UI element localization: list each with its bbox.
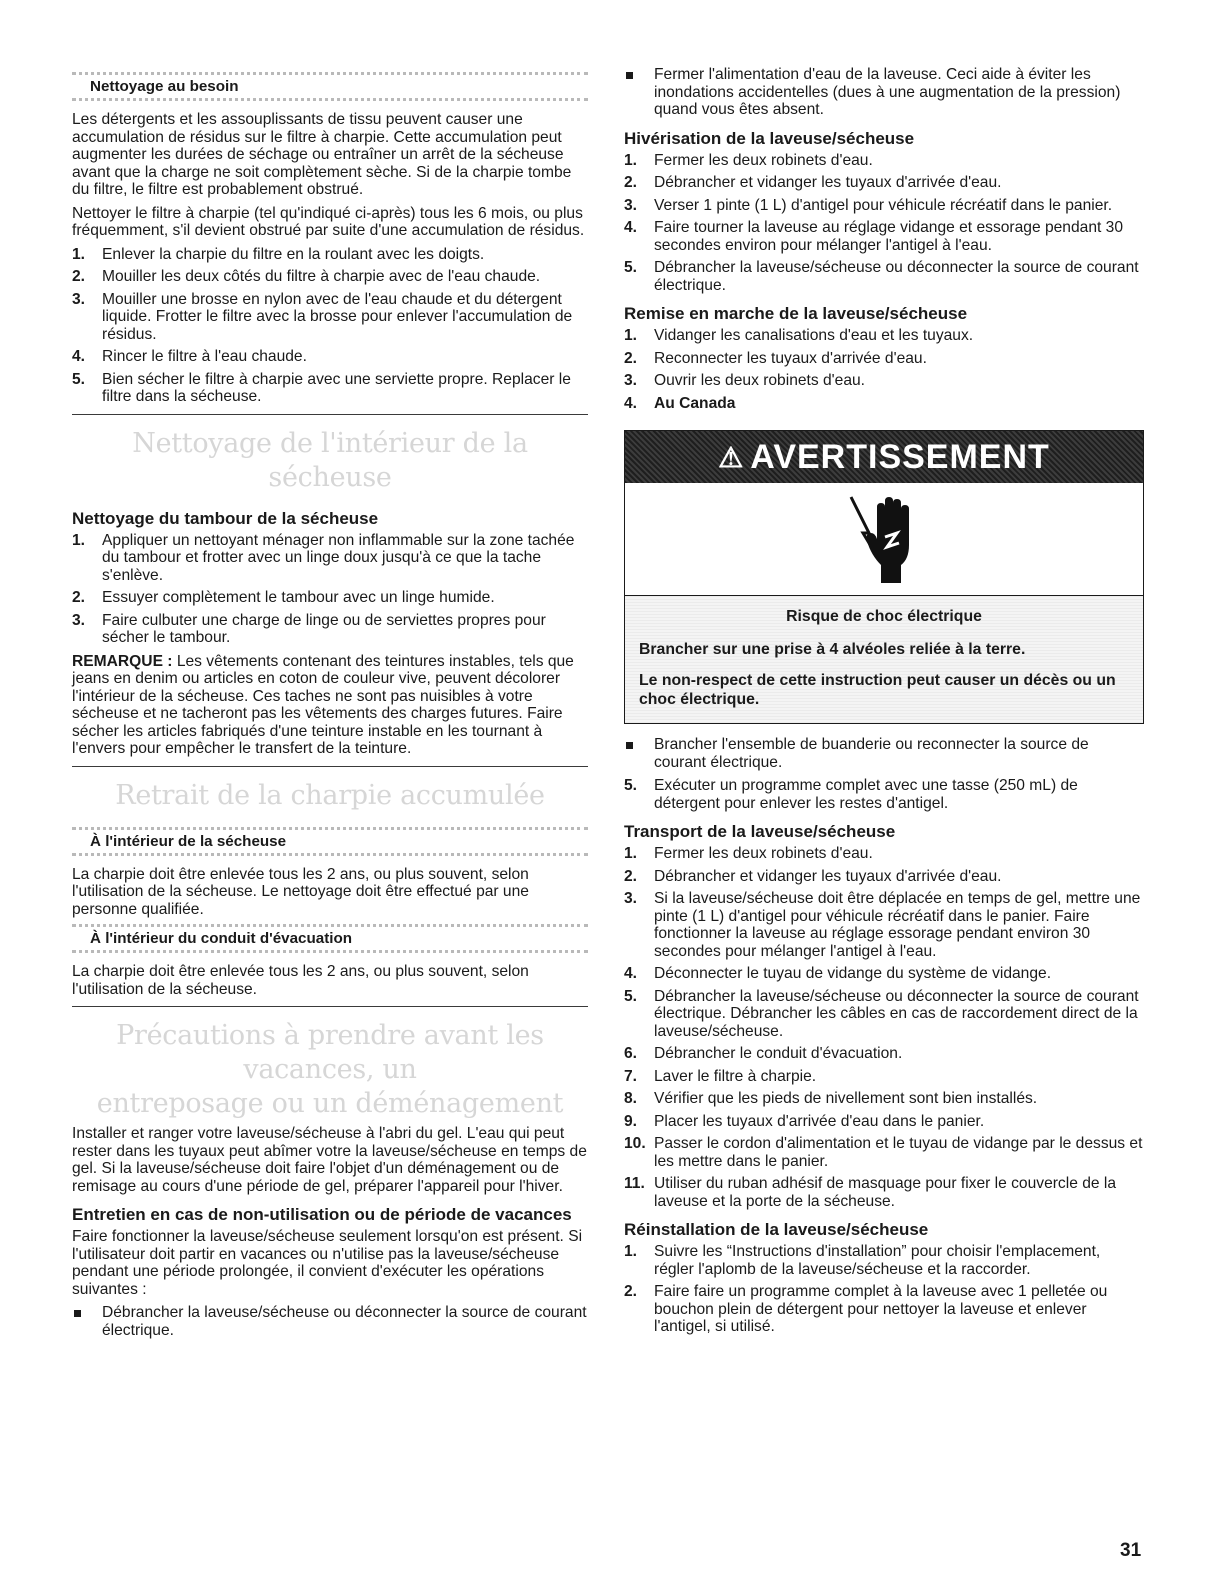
step-item: 2. Faire faire un programme complet à la laveuse avec 1 pelletée ou bouchon plein de détergent pour nettoyer la laveuse et enlever l'antigel, si utilisé. [624, 1283, 1108, 1335]
bullet-item: Fermer l'alimentation d'eau de la laveuse. Ceci aide à éviter les inondations accidentelles (dues à une augmentation de la pression) quand vous êtes absent. [624, 66, 1144, 119]
interieur-secheuse-text: La charpie doit être enlevée tous les 2 ans, ou plus souvent, selon l'utilisation de la sécheuse. Le nettoyage doit être effectué par une personne qualifiée. [72, 865, 529, 918]
step-item: 9. Placer les tuyaux d'arrivée d'eau dans le panier. [624, 1112, 985, 1130]
nettoyage-besoin-heading: Nettoyage au besoin [72, 72, 588, 101]
section-title-charpie: Retrait de la charpie accumulée [115, 779, 545, 811]
nettoyage-besoin-para2: Nettoyer le filtre à charpie (tel qu'indiqué ci-après) tous les 6 mois, ou plus fréquemment, s'il devient obstrué par suite d'une accumulation de résidus. [72, 204, 585, 239]
warning-triangle-icon: ⚠ [718, 441, 745, 473]
non-utilisation-text: Faire fonctionner la laveuse/sécheuse seulement lorsqu'on est présent. Si l'utilisateur doit partir en vacances ou n'utilise pas la laveuse/sécheuse pendant une période prolongée, il convient d'exécuter les opérations suivantes : [72, 1228, 583, 1298]
warning-text-area [625, 596, 1143, 723]
non-utilisation-bullets [72, 1304, 588, 1339]
step-item: 10. Passer le cordon d'alimentation et le tuyau de vidange par le dessus et les mettre dans le panier. [624, 1135, 1143, 1170]
step-item: 5. Exécuter un programme complet avec une tasse (250 mL) de détergent pour enlever les restes d'antigel. [624, 777, 1078, 812]
step-item: 1. Suivre les “Instructions d'installation” pour choisir l'emplacement, régler l'aplomb de la laveuse/sécheuse et la raccorder. [624, 1243, 1101, 1278]
step-item: 2. Reconnecter les tuyaux d'arrivée d'eau. [624, 349, 927, 367]
step-item: 3. Ouvrir les deux robinets d'eau. [624, 372, 866, 389]
bullet-item: Brancher l'ensemble de buanderie ou reconnecter la source de courant électrique. [624, 736, 1144, 771]
precautions-intro: Installer et ranger votre laveuse/sécheuse à l'abri du gel. L'eau qui peut rester dans les tuyaux peut abîmer votre la laveuse/sécheuse en temps de gel. Si la laveuse/sécheuse doit faire l'objet d'un déménagement ou de remisage au cours d'une période de gel, préparer l'appareil pour l'hiver. [72, 1125, 587, 1195]
transport-steps [624, 845, 1144, 1210]
non-utilisation-heading: Entretien en cas de non-utilisation ou de période de vacances [72, 1205, 572, 1224]
step-item: 1. Appliquer un nettoyant ménager non inflammable sur la zone tachée du tambour et frotter avec un linge doux jusqu'à ce que la tache s'enlève. [72, 531, 575, 584]
reinstallation-heading: Réinstallation de la laveuse/sécheuse [624, 1220, 929, 1239]
nettoyage-besoin-para1: Les détergents et les assouplissants de tissu peuvent causer une accumulation de résidus sur le filtre à charpie. Cette accumulation peut augmenter les durées de séchage ou entraîner un arrêt de la sécheuse avant que la charge ne soit complètement sèche. Si de la charpie tombe du filtre, le filtre est probablement obstrué. [72, 111, 572, 198]
step-item: 5. Débrancher la laveuse/sécheuse ou déconnecter la source de courant électrique. [624, 259, 1139, 294]
page-number: 31 [1120, 1540, 1142, 1561]
top-bullets [624, 66, 1144, 119]
step-item: 7. Laver le filtre à charpie. [624, 1067, 817, 1085]
step-item: 4. Au Canada [624, 394, 736, 412]
section-divider [72, 766, 588, 767]
step-item: 3. Si la laveuse/sécheuse doit être déplacée en temps de gel, mettre une pinte (1 L) d'antigel pour véhicule récréatif dans le panier. Faire fonctionner la laveuse au réglage essorage pendant environ 30 secondes pour mélanger l'antigel à l'eau. [624, 890, 1141, 960]
step-item: 1. Fermer les deux robinets d'eau. [624, 845, 873, 862]
section-divider [72, 1006, 588, 1007]
section-title-precautions: Précautions à prendre avant les vacances, un entreposage ou un déménagement [96, 1020, 564, 1119]
step-item: 2. Essuyer complètement le tambour avec un linge humide. [72, 589, 495, 606]
tambour-heading: Nettoyage du tambour de la sécheuse [72, 508, 379, 528]
step-item: 2. Mouiller les deux côtés du filtre à charpie avec de l'eau chaude. [72, 268, 541, 285]
step-item: 5. Bien sécher le filtre à charpie avec une serviette propre. Replacer le filtre dans la sécheuse. [72, 370, 571, 405]
step-item: 2. Débrancher et vidanger les tuyaux d'arrivée d'eau. [624, 867, 1002, 885]
section-divider [72, 414, 588, 415]
section-title-interieur: Nettoyage de l'intérieur de la sécheuse [132, 427, 528, 493]
warning-icon-area [625, 483, 1143, 596]
step-item: 1. Enlever la charpie du filtre en la roulant avec les doigts. [72, 245, 485, 263]
remise-heading: Remise en marche de la laveuse/sécheuse [624, 304, 968, 323]
step-item: 3. Faire culbuter une charge de linge ou de serviettes propres pour sécher le tambour. [72, 611, 546, 646]
interieur-secheuse-heading: À l'intérieur de la sécheuse [72, 827, 588, 856]
step-item: 11. Utiliser du ruban adhésif de masquage pour fixer le couvercle de la laveuse et la porte de la sécheuse. [624, 1175, 1117, 1210]
hiverisation-steps [624, 152, 1144, 295]
step-item: 2. Débrancher et vidanger les tuyaux d'arrivée d'eau. [624, 174, 1002, 191]
after-warning-bullets [624, 736, 1144, 771]
left-column [72, 66, 588, 1345]
nettoyage-besoin-steps [72, 246, 588, 406]
step-item: 3. Mouiller une brosse en nylon avec de l'eau chaude et du détergent liquide. Frotter le filtre avec la brosse pour enlever l'accumulation de résidus. [72, 290, 573, 343]
reinstallation-steps [624, 1243, 1144, 1336]
electric-shock-hand-icon [841, 493, 927, 585]
remise-steps [624, 327, 1144, 412]
bullet-item: Débrancher la laveuse/sécheuse ou déconnecter la source de courant électrique. [72, 1304, 588, 1339]
warning-banner: ⚠ AVERTISSEMENT [625, 431, 1143, 483]
right-column [624, 66, 1144, 1342]
warning-box [624, 430, 1144, 724]
step-item: 4. Rincer le filtre à l'eau chaude. [72, 348, 307, 365]
conduit-evacuation-heading: À l'intérieur du conduit d'évacuation [72, 924, 588, 953]
step-item: 1. Vidanger les canalisations d'eau et les tuyaux. [624, 327, 974, 344]
step-item: 4. Déconnecter le tuyau de vidange du système de vidange. [624, 965, 1052, 982]
hiverisation-heading: Hivérisation de la laveuse/sécheuse [624, 128, 915, 148]
transport-heading: Transport de la laveuse/sécheuse [624, 822, 896, 841]
step-item: 1. Fermer les deux robinets d'eau. [624, 151, 873, 169]
step-item: 8. Vérifier que les pieds de nivellement sont bien installés. [624, 1090, 1038, 1107]
conduit-evacuation-text: La charpie doit être enlevée tous les 2 ans, ou plus souvent, selon l'utilisation de la sécheuse. [72, 963, 529, 998]
step-item: 5. Débrancher la laveuse/sécheuse ou déconnecter la source de courant électrique. Débrancher les câbles en cas de raccordement direct de la laveuse/sécheuse. [624, 987, 1139, 1040]
warning-line-1: Brancher sur une prise à 4 alvéoles reliée à la terre. [639, 641, 1026, 658]
warning-line-2: Le non-respect de cette instruction peut causer un décès ou un choc électrique. [639, 672, 1116, 708]
step-item: 6. Débrancher le conduit d'évacuation. [624, 1045, 903, 1062]
step-item: 4. Faire tourner la laveuse au réglage vidange et essorage pendant 30 secondes environ pour mélanger l'antigel à l'eau. [624, 219, 1124, 254]
step-item: 3. Verser 1 pinte (1 L) d'antigel pour véhicule récréatif dans le panier. [624, 196, 1113, 214]
tambour-steps [72, 532, 588, 647]
after-warning-steps [624, 777, 1144, 812]
warning-risk: Risque de choc électrique [786, 608, 982, 625]
remarque-paragraph: REMARQUE : Les vêtements contenant des teintures instables, tels que jeans en denim ou articles en coton de couleur vive, peuvent décolorer l'intérieur de la sécheuse. Ces taches ne sont pas nuisibles à votre sécheuse et ne tacheront pas les vêtements des charges futures. Faire sécher les articles fabriqués d'une teinture instable en les tournant à l'envers pour empêcher le transfert de la teinture. [72, 652, 574, 757]
